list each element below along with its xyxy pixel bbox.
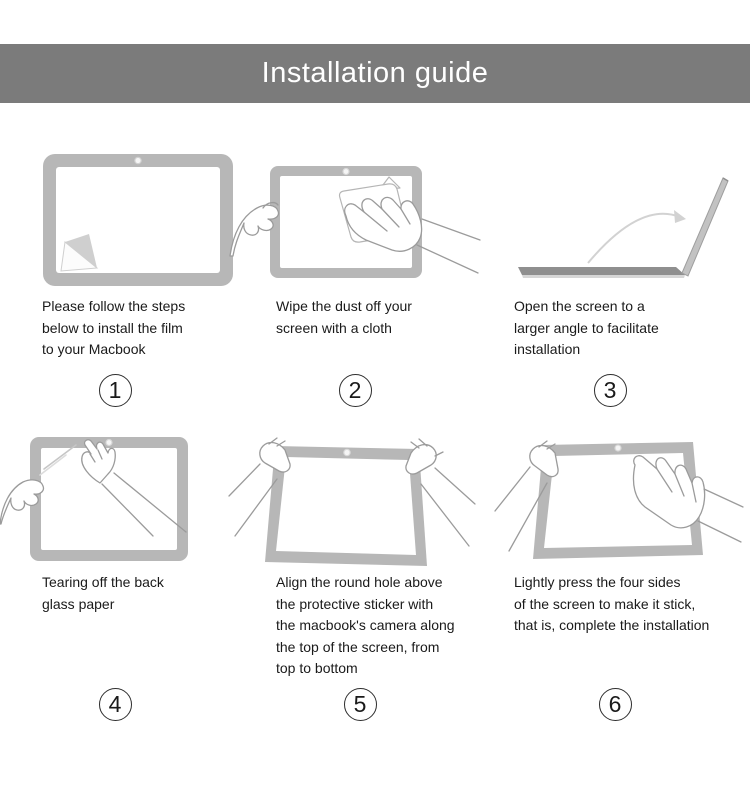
step-5-number-area	[250, 688, 500, 721]
step-5	[250, 429, 500, 721]
step-6-number-area	[500, 688, 750, 721]
caption-line: of the screen to make it stick,	[514, 595, 696, 612]
camera-hole-icon	[343, 169, 349, 175]
caption-line: Tearing off the back	[42, 574, 164, 590]
camera-hole-icon	[615, 445, 621, 451]
step-1	[0, 149, 250, 407]
step-3-number-area	[500, 374, 750, 407]
caption-line: Wipe the dust off your	[276, 298, 412, 314]
steps-grid	[0, 149, 750, 721]
step-5-caption	[250, 567, 500, 682]
caption-line: Lightly press the four sides	[514, 574, 681, 590]
caption-line: that is, complete the installation	[514, 617, 710, 633]
step-4-caption	[0, 567, 250, 682]
step-2-number-area	[250, 374, 500, 407]
caption-line: Please follow the steps	[42, 298, 186, 314]
step-number-badge: 6	[599, 688, 632, 721]
step-1-caption	[0, 291, 250, 368]
screen-with-peeling-film-illustration	[34, 150, 244, 290]
step-number-badge: 4	[99, 688, 132, 721]
laptop-base	[518, 267, 685, 278]
step-number-badge: 5	[344, 688, 377, 721]
step-number-badge: 1	[99, 374, 132, 407]
wipe-screen-with-cloth-illustration	[230, 146, 480, 294]
camera-hole-icon	[106, 440, 112, 446]
caption-line: the protective sticker with	[276, 595, 434, 612]
step-2-illustration-area	[250, 149, 500, 291]
caption-line: top to bottom	[276, 660, 358, 676]
step-1-number-area	[0, 374, 250, 407]
step-number-badge: 2	[339, 374, 372, 407]
caption-line: below to install the film	[42, 319, 183, 336]
step-3-caption	[500, 291, 750, 368]
tear-back-paper-illustration	[0, 429, 230, 567]
step-6-caption	[500, 567, 750, 682]
step-5-illustration-area	[250, 429, 500, 567]
step-3-illustration-area	[500, 149, 750, 291]
step-6	[500, 429, 750, 721]
step-3	[500, 149, 750, 407]
open-laptop-illustration	[490, 153, 740, 288]
caption-line: larger angle to facilitate	[514, 319, 659, 336]
caption-line: installation	[514, 341, 581, 357]
caption-line: screen with a cloth	[276, 319, 392, 336]
camera-hole-icon	[344, 449, 350, 455]
laptop-screen	[682, 178, 728, 276]
title-bar	[0, 44, 750, 103]
step-4-number-area	[0, 688, 250, 721]
camera-hole-icon	[135, 157, 141, 163]
open-direction-arrow-icon	[588, 210, 686, 263]
step-2	[250, 149, 500, 407]
step-4-illustration-area	[0, 429, 250, 567]
step-1-illustration-area	[0, 149, 250, 291]
align-screen-illustration	[227, 424, 477, 572]
caption-line: glass paper	[42, 595, 115, 612]
step-number-badge: 3	[594, 374, 627, 407]
caption-line: Open the screen to a	[514, 298, 645, 314]
caption-line: to your Macbook	[42, 341, 146, 357]
press-screen-illustration	[485, 429, 745, 567]
step-4	[0, 429, 250, 721]
step-2-caption	[250, 291, 500, 368]
caption-line: the top of the screen, from	[276, 638, 440, 655]
step-6-illustration-area	[500, 429, 750, 567]
screen-glass	[276, 457, 416, 555]
caption-line: Align the round hole above	[276, 574, 443, 590]
caption-line: the macbook's camera along	[276, 617, 455, 633]
page-title: Installation guide	[261, 57, 489, 89]
